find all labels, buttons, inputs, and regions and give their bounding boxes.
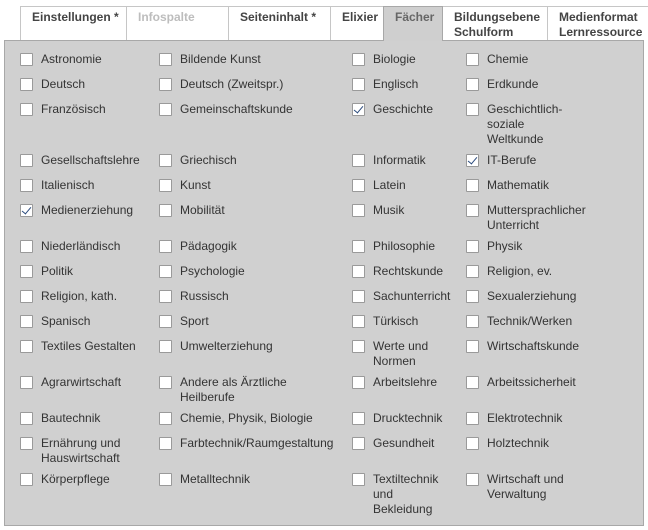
subject-label-line: Mathematik: [487, 178, 550, 192]
subject-checkbox[interactable]: [352, 412, 365, 425]
subject-label-line: Chemie, Physik, Biologie: [180, 411, 313, 425]
subject-label: [373, 178, 406, 193]
subject-checkbox[interactable]: [20, 204, 33, 217]
subject-label-line: Italienisch: [41, 178, 95, 192]
subject-label: [487, 411, 562, 426]
subject-label: [373, 339, 428, 369]
subject-checkbox[interactable]: [466, 290, 479, 303]
subject-label-line: Werte und: [373, 339, 429, 353]
subject-label-line: Textiltechnik: [373, 472, 439, 486]
subject-label: [487, 264, 552, 279]
subject-checkbox[interactable]: [352, 437, 365, 450]
subject-label: [180, 264, 245, 279]
subject-checkbox[interactable]: [466, 473, 479, 486]
subject-label: [41, 339, 136, 354]
tab-label-line: Lernressource: [559, 25, 643, 39]
subject-label-line: Holztechnik: [487, 436, 550, 450]
subject-label-line: Kunst: [180, 178, 211, 192]
subject-label-line: Sexualerziehung: [487, 289, 577, 303]
subject-label-line: und: [373, 487, 394, 501]
subject-checkbox[interactable]: [159, 412, 172, 425]
subject-label: [373, 102, 433, 117]
subject-checkbox[interactable]: [466, 78, 479, 91]
subject-checkbox[interactable]: [20, 53, 33, 66]
subject-label: [373, 77, 418, 92]
subject-label: [180, 436, 333, 451]
subject-label: [41, 472, 110, 487]
subject-label-line: Religion, ev.: [487, 264, 553, 278]
subject-label: [41, 436, 120, 466]
subject-label-line: Weltkunde: [487, 132, 544, 146]
tab-label-line: Seiteninhalt *: [240, 10, 317, 24]
subject-label: [487, 102, 562, 147]
subject-label: [487, 314, 572, 329]
subject-label-line: Geschichte: [373, 102, 434, 116]
subject-checkbox[interactable]: [159, 53, 172, 66]
subject-label-line: Spanisch: [41, 314, 91, 328]
subject-label-line: Gesellschaftslehre: [41, 153, 140, 167]
subject-label-line: Elektrotechnik: [487, 411, 563, 425]
subject-label: [180, 472, 250, 487]
subject-label-line: Bekleidung: [373, 502, 433, 516]
subject-checkbox[interactable]: [466, 204, 479, 217]
subject-label-line: Ernährung und: [41, 436, 121, 450]
subject-label-line: Gemeinschaftskunde: [180, 102, 293, 116]
subject-label-line: Muttersprachlicher: [487, 203, 586, 217]
subject-label-line: Geschichtlich-: [487, 102, 563, 116]
subject-label: [180, 203, 225, 218]
subject-checkbox[interactable]: [466, 265, 479, 278]
subject-checkbox[interactable]: [466, 412, 479, 425]
subject-label: [41, 239, 120, 254]
subject-checkbox[interactable]: [159, 179, 172, 192]
tab-einstellungen[interactable]: [20, 6, 127, 40]
subject-label: [373, 411, 442, 426]
subject-label: [180, 289, 229, 304]
subject-label: [180, 102, 293, 117]
subject-label-line: Türkisch: [373, 314, 419, 328]
subject-checkbox[interactable]: [466, 437, 479, 450]
subject-checkbox[interactable]: [20, 473, 33, 486]
subject-checkbox[interactable]: [466, 179, 479, 192]
subject-checkbox[interactable]: [352, 78, 365, 91]
subject-label-line: Körperpflege: [41, 472, 110, 486]
subject-checkbox[interactable]: [20, 103, 33, 116]
subject-checkbox[interactable]: [352, 240, 365, 253]
subject-checkbox[interactable]: [159, 103, 172, 116]
subject-label-line: Normen: [373, 354, 416, 368]
subject-label: [41, 264, 73, 279]
subject-label-line: Religion, kath.: [41, 289, 118, 303]
subject-checkbox[interactable]: [159, 204, 172, 217]
subject-label-line: Chemie: [487, 52, 529, 66]
subject-label-line: Wirtschaft und: [487, 472, 564, 486]
subject-checkbox[interactable]: [352, 204, 365, 217]
subject-label-line: Astronomie: [41, 52, 102, 66]
subject-label-line: Physik: [487, 239, 523, 253]
subject-label-line: Arbeitssicherheit: [487, 375, 576, 389]
tab-label-line: Bildungsebene: [454, 10, 541, 24]
subject-label-line: Erdkunde: [487, 77, 539, 91]
subject-label: [41, 203, 133, 218]
subject-label: [41, 411, 100, 426]
subject-label-line: Farbtechnik/Raumgestaltung: [180, 436, 334, 450]
subject-label-line: Philosophie: [373, 239, 436, 253]
subject-checkbox[interactable]: [20, 265, 33, 278]
subject-label-line: Drucktechnik: [373, 411, 443, 425]
subject-label: [373, 239, 435, 254]
subject-checkbox[interactable]: [466, 376, 479, 389]
subject-checkbox[interactable]: [466, 53, 479, 66]
subject-label: [180, 239, 237, 254]
subject-checkbox[interactable]: [20, 179, 33, 192]
subject-label: [373, 314, 418, 329]
subject-label: [487, 472, 564, 502]
subject-label: [487, 239, 522, 254]
tab-faecher[interactable]: [383, 6, 443, 41]
subjects-panel: [4, 40, 644, 526]
subject-label: [180, 339, 273, 354]
tab-infospalte: [126, 6, 229, 40]
subject-label-line: Sachunterricht: [373, 289, 451, 303]
subject-checkbox[interactable]: [20, 340, 33, 353]
subject-checkbox[interactable]: [20, 240, 33, 253]
subject-label-line: Bautechnik: [41, 411, 101, 425]
subject-label: [373, 52, 416, 67]
subject-label: [487, 52, 528, 67]
tab-label-line: Elixier: [342, 10, 379, 24]
subject-checkbox[interactable]: [159, 240, 172, 253]
subject-checkbox[interactable]: [466, 315, 479, 328]
subject-label-line: Biologie: [373, 52, 416, 66]
subject-label: [487, 375, 576, 390]
subject-checkbox[interactable]: [159, 376, 172, 389]
subject-label: [180, 314, 209, 329]
subject-checkbox[interactable]: [20, 154, 33, 167]
subject-label-line: Sport: [180, 314, 209, 328]
tab-label-line: Medienformat: [559, 10, 638, 24]
subject-label: [373, 203, 404, 218]
subject-label-line: Latein: [373, 178, 406, 192]
subject-checkbox[interactable]: [466, 103, 479, 116]
subject-label-line: Verwaltung: [487, 487, 547, 501]
tab-medienformat-lernressource[interactable]: [547, 6, 648, 40]
subject-label: [180, 52, 261, 67]
subject-checkbox[interactable]: [20, 290, 33, 303]
subject-checkbox[interactable]: [159, 290, 172, 303]
subject-checkbox[interactable]: [352, 290, 365, 303]
subject-label-line: Gesundheit: [373, 436, 435, 450]
tab-bildungsebene-schulform[interactable]: [442, 6, 548, 40]
subject-label: [373, 436, 434, 451]
subject-label: [487, 436, 549, 451]
subject-label-line: Umwelterziehung: [180, 339, 273, 353]
subject-label: [487, 178, 549, 193]
subject-label: [373, 153, 426, 168]
subject-label: [41, 375, 121, 390]
subject-label-line: Mobilität: [180, 203, 225, 217]
subject-label-line: Informatik: [373, 153, 426, 167]
subject-label-line: Deutsch (Zweitspr.): [180, 77, 284, 91]
subject-checkbox[interactable]: [159, 265, 172, 278]
subject-label-line: Französisch: [41, 102, 106, 116]
subject-checkbox[interactable]: [352, 103, 365, 116]
subject-label: [487, 153, 536, 168]
subject-label-line: Heilberufe: [180, 390, 235, 404]
subject-label: [180, 375, 287, 405]
subject-label: [373, 375, 437, 390]
subject-label-line: Griechisch: [180, 153, 237, 167]
subject-label: [487, 339, 579, 354]
tab-elixier[interactable]: [330, 6, 384, 40]
tab-label-line: Schulform: [454, 25, 514, 39]
subject-label-line: Niederländisch: [41, 239, 121, 253]
subject-label-line: Bildende Kunst: [180, 52, 261, 66]
subject-checkbox[interactable]: [20, 78, 33, 91]
subject-label-line: Englisch: [373, 77, 419, 91]
subject-label: [41, 153, 140, 168]
subject-checkbox[interactable]: [20, 376, 33, 389]
subject-label-line: Musik: [373, 203, 405, 217]
subject-label-line: Medienerziehung: [41, 203, 134, 217]
subject-checkbox[interactable]: [352, 179, 365, 192]
subject-label: [41, 102, 106, 117]
subject-label-line: soziale: [487, 117, 525, 131]
subject-checkbox[interactable]: [20, 437, 33, 450]
subject-checkbox[interactable]: [159, 473, 172, 486]
subject-checkbox[interactable]: [466, 340, 479, 353]
subject-label-line: Technik/Werken: [487, 314, 573, 328]
subject-checkbox[interactable]: [352, 53, 365, 66]
subject-label-line: Wirtschaftskunde: [487, 339, 580, 353]
tab-label-line: Infospalte: [138, 10, 195, 24]
subject-label: [180, 178, 211, 193]
tab-bar: [20, 6, 648, 40]
subject-label-line: Arbeitslehre: [373, 375, 438, 389]
subject-label-line: Deutsch: [41, 77, 86, 91]
subject-label: [180, 153, 237, 168]
subject-label: [487, 77, 538, 92]
subject-label-line: Pädagogik: [180, 239, 237, 253]
subject-checkbox[interactable]: [159, 78, 172, 91]
subject-checkbox[interactable]: [352, 315, 365, 328]
subject-checkbox[interactable]: [159, 340, 172, 353]
subject-label: [487, 289, 576, 304]
subject-checkbox[interactable]: [159, 315, 172, 328]
subject-checkbox[interactable]: [352, 473, 365, 486]
subject-label-line: IT-Berufe: [487, 153, 537, 167]
subject-label-line: Hauswirtschaft: [41, 451, 120, 465]
subject-label: [180, 77, 283, 92]
subject-label: [487, 203, 586, 233]
subject-checkbox[interactable]: [466, 240, 479, 253]
tab-seiteninhalt[interactable]: [228, 6, 331, 40]
subject-label-line: Andere als Ärztliche: [180, 375, 287, 389]
subject-label-line: Russisch: [180, 289, 229, 303]
subject-checkbox[interactable]: [466, 154, 479, 167]
subject-label-line: Politik: [41, 264, 74, 278]
subject-checkbox[interactable]: [352, 265, 365, 278]
subject-label-line: Textiles Gestalten: [41, 339, 136, 353]
tab-label-line: Fächer: [395, 10, 435, 24]
subject-label: [41, 52, 102, 67]
subject-label: [180, 411, 313, 426]
subject-label: [373, 289, 450, 304]
subject-checkbox[interactable]: [159, 154, 172, 167]
subject-label: [373, 472, 438, 517]
subject-label: [41, 77, 85, 92]
subject-label: [373, 264, 443, 279]
tab-label-line: Einstellungen *: [32, 10, 119, 24]
subject-checkbox[interactable]: [159, 437, 172, 450]
subject-checkbox[interactable]: [20, 412, 33, 425]
subject-label: [41, 314, 90, 329]
subject-checkbox[interactable]: [352, 154, 365, 167]
subject-label: [41, 289, 117, 304]
subject-label-line: Metalltechnik: [180, 472, 251, 486]
subject-checkbox[interactable]: [352, 376, 365, 389]
subject-checkbox[interactable]: [352, 340, 365, 353]
subject-label-line: Rechtskunde: [373, 264, 444, 278]
subject-label: [41, 178, 94, 193]
subject-checkbox[interactable]: [20, 315, 33, 328]
subject-label-line: Psychologie: [180, 264, 245, 278]
subject-label-line: Agrarwirtschaft: [41, 375, 122, 389]
subject-label-line: Unterricht: [487, 218, 540, 232]
